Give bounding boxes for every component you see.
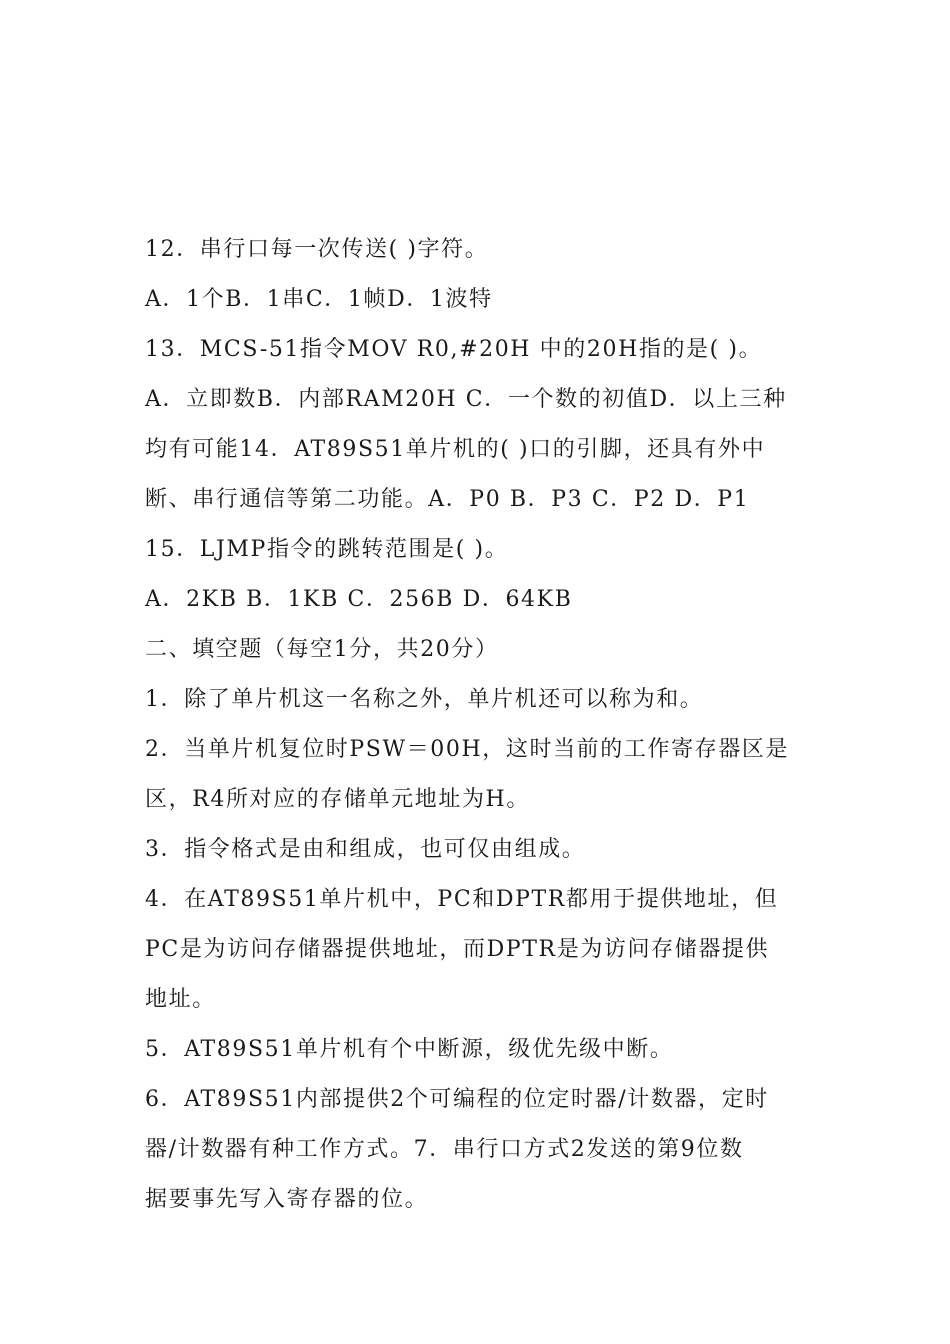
text-line: 1．除了单片机这一名称之外，单片机还可以称为和。 xyxy=(145,687,704,712)
text-line: 区，R4所对应的存储单元地址为H。 xyxy=(145,787,530,812)
text-line: A．立即数B．内部RAM20H C．一个数的初值D．以上三种 xyxy=(145,387,787,412)
text-line: 据要事先写入寄存器的位。 xyxy=(145,1187,429,1212)
text-line: 断、串行通信等第二功能。A．P0 B．P3 C．P2 D．P1 xyxy=(145,487,750,512)
section-heading: 二、填空题（每空1分，共20分） xyxy=(145,637,499,662)
text-line: 5．AT89S51单片机有个中断源，级优先级中断。 xyxy=(145,1037,674,1062)
text-line: 均有可能14．AT89S51单片机的( )口的引脚，还具有外中 xyxy=(145,437,766,462)
text-line: A．2KB B．1KB C．256B D．64KB xyxy=(145,587,573,612)
document-body xyxy=(145,225,815,1225)
text-line: 12．串行口每一次传送( )字符。 xyxy=(145,237,489,262)
text-line: 15．LJMP指令的跳转范围是( )。 xyxy=(145,537,509,562)
text-line: 6．AT89S51内部提供2个可编程的位定时器/计数器，定时 xyxy=(145,1087,769,1112)
text-line: 13．MCS-51指令MOV R0,#20H 中的20H指的是( )。 xyxy=(145,337,763,362)
text-line: 2．当单片机复位时PSW＝00H，这时当前的工作寄存器区是 xyxy=(145,737,790,762)
text-line: 地址。 xyxy=(145,987,216,1012)
text-line: 4．在AT89S51单片机中，PC和DPTR都用于提供地址，但 xyxy=(145,887,779,912)
text-line: PC是为访问存储器提供地址，而DPTR是为访问存储器提供 xyxy=(145,937,770,962)
text-line: 3．指令格式是由和组成，也可仅由组成。 xyxy=(145,837,586,862)
text-line: 器/计数器有种工作方式。7．串行口方式2发送的第9位数 xyxy=(145,1137,744,1162)
text-line: A．1个B．1串C．1帧D．1波特 xyxy=(145,287,493,312)
